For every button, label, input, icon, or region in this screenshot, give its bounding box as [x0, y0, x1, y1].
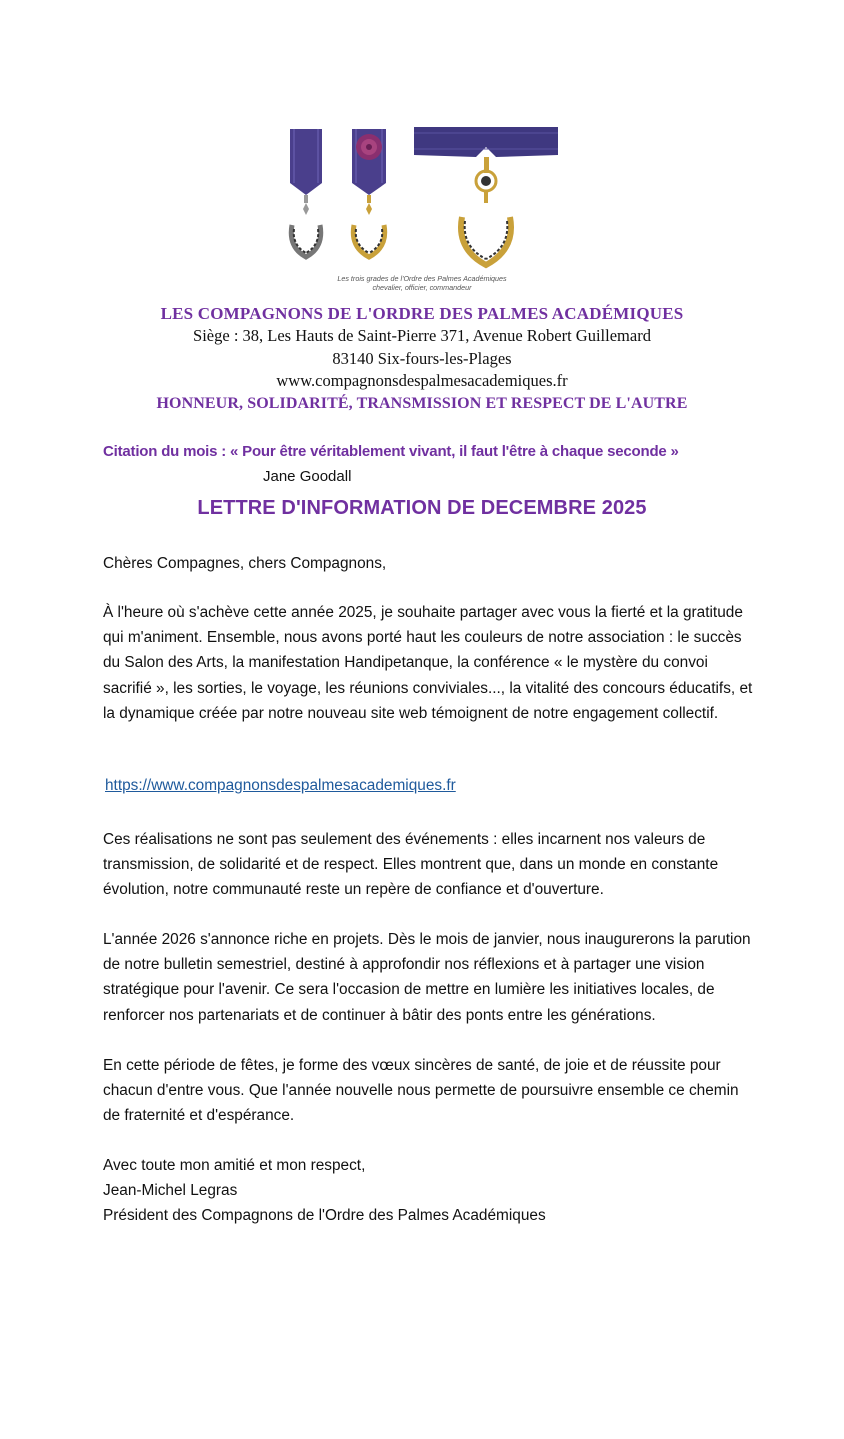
medals-illustration: [282, 125, 562, 275]
letterhead: [0, 303, 844, 415]
motto: HONNEUR, SOLIDARITÉ, TRANSMISSION ET RESPECT DE L'AUTRE: [156, 394, 688, 412]
paragraph-4: [103, 1053, 753, 1129]
website-link[interactable]: https://www.compagnonsdespalmesacademiques.fr: [105, 777, 456, 794]
letter-title: LETTRE D'INFORMATION DE DECEMBRE 2025: [197, 497, 647, 519]
paragraph-1-text: À l'heure où s'achève cette année 2025, je souhaite partager avec vous la fierté et la gratitude qui m'animent. Ensemble, nous avons porté haut les couleurs de notre association : le succès du Salon des Arts, la manifestation Handipetanque, la conférence « le mystère du convoi sacrifié », les sorties, le voyage, les réunions conviviales..., la vitalité des concours éducatifs, et la dynamique créée par notre nouveau site web témoignent de notre engagement collectif.: [103, 604, 753, 722]
commandeur-medal: [414, 127, 558, 265]
caption-line-1: Les trois grades de l'Ordre des Palmes Académiques: [337, 274, 507, 283]
city-address: 83140 Six-fours-les-Plages: [332, 348, 512, 368]
paragraph-1: [103, 600, 753, 726]
signer-title: Président des Compagnons de l'Ordre des Palmes Académiques: [103, 1207, 546, 1225]
signature-block: [103, 1153, 546, 1229]
officier-medal: [352, 129, 386, 257]
org-title: LES COMPAGNONS DE L'ORDRE DES PALMES ACADÉMIQUES: [160, 304, 684, 323]
quote-of-the-month: Citation du mois : « Pour être véritablement vivant, il faut l'être à chaque seconde »: [103, 443, 679, 460]
chevalier-medal: [290, 129, 322, 257]
closing: Avec toute mon amitié et mon respect,: [103, 1157, 366, 1174]
paragraph-2: [103, 827, 753, 903]
medals-caption: [282, 274, 562, 292]
greeting: [103, 551, 753, 576]
siege-address: Siège : 38, Les Hauts de Saint-Pierre 371, Avenue Robert Guillemard: [193, 326, 651, 345]
caption-line-2: chevalier, officier, commandeur: [372, 283, 472, 292]
greeting-text: Chères Compagnes, chers Compagnons,: [103, 555, 387, 572]
quote-author: Jane Goodall: [263, 468, 352, 485]
signer-name: Jean-Michel Legras: [103, 1182, 238, 1200]
paragraph-3: [103, 927, 753, 1028]
paragraph-3-text: L'année 2026 s'annonce riche en projets. Dès le mois de janvier, nous inaugurerons la parution de notre bulletin semestriel, destiné à approfondir nos réflexions et à partager une vision stratégique pour l'avenir. Ce sera l'occasion de mettre en lumière les initiatives locales, de renforcer nos partenariats et de continuer à bâtir des ponts entre les générations.: [103, 931, 751, 1024]
website-text: www.compagnonsdespalmesacademiques.fr: [276, 371, 568, 390]
paragraph-2-text: Ces réalisations ne sont pas seulement des événements : elles incarnent nos valeurs de transmission, de solidarité et de respect. Elles montrent que, dans un monde en constante évolution, notre communauté reste un repère de confiance et d'ouverture.: [103, 831, 719, 899]
paragraph-4-text: En cette période de fêtes, je forme des vœux sincères de santé, de joie et de réussite pour chacun d'entre vous. Que l'année nouvelle nous permette de poursuivre ensemble ce chemin de fraternité et d'espérance.: [103, 1057, 739, 1125]
